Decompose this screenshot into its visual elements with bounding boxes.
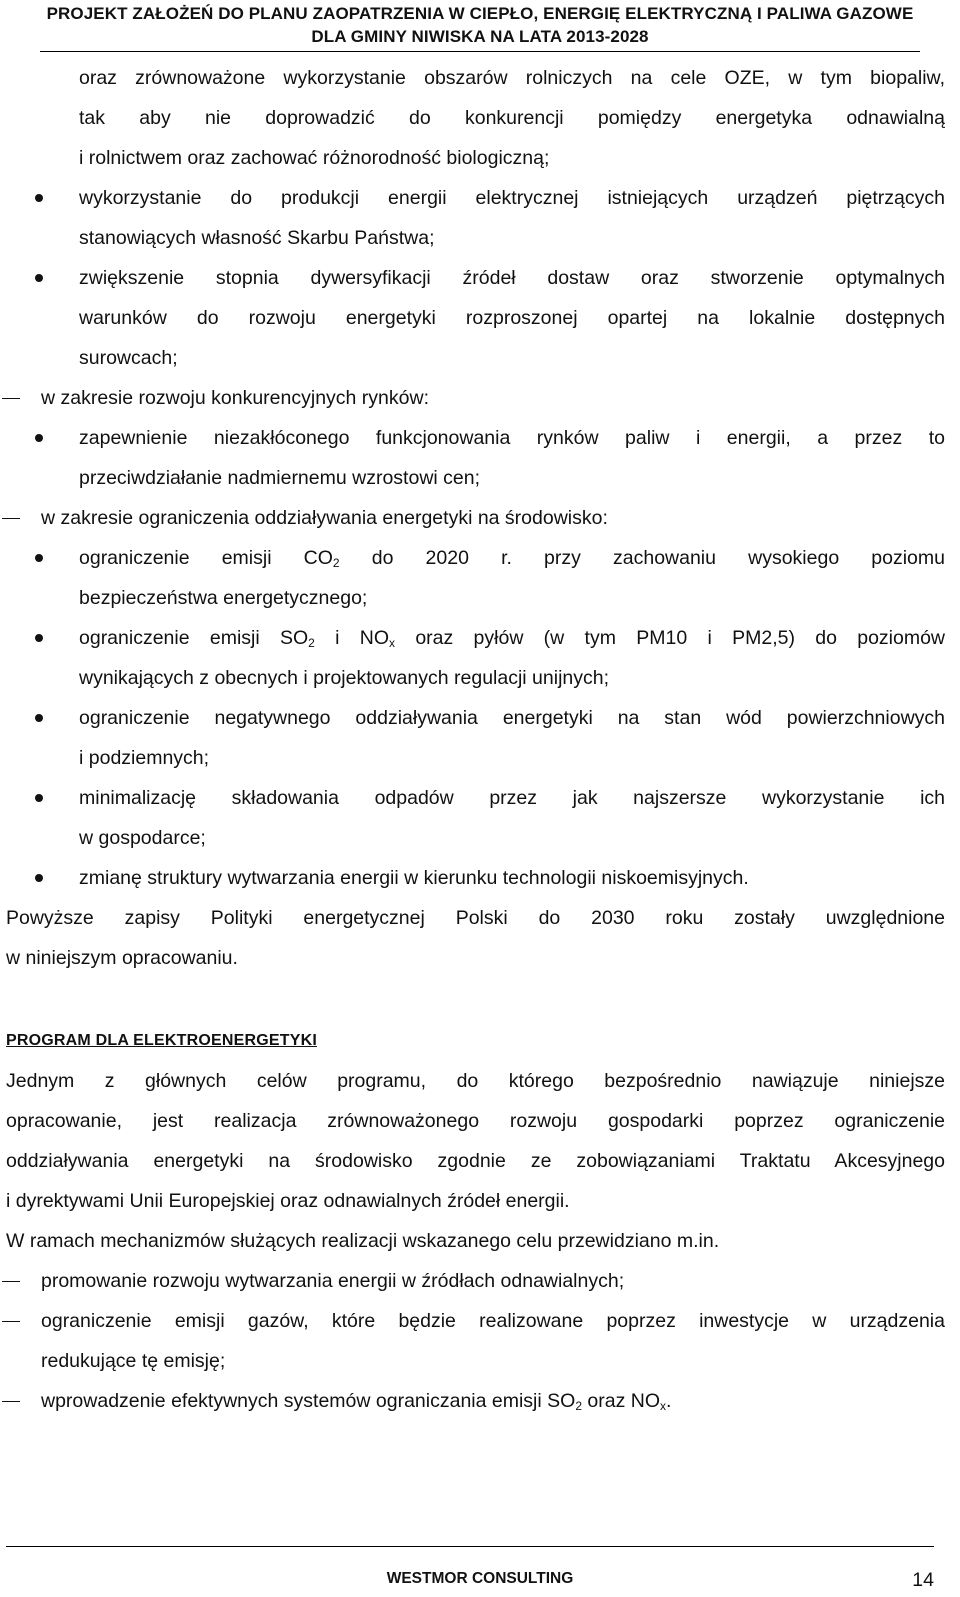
- bullet-continuation-line: przeciwdziałanie nadmiernemu wzrostowi cen;: [79, 467, 481, 489]
- bullet-text: wykorzystanie do produkcji energii elektrycznej istniejących urządzeń piętrzących: [79, 187, 945, 209]
- bullet-item: [0, 258, 960, 298]
- text-part: oraz pyłów (w tym PM10 i PM2,5) do poziomów: [395, 627, 946, 649]
- bullet-continuation-line: surowcach;: [79, 347, 178, 369]
- bullet-text: minimalizację składowania odpadów przez jak najszersze wykorzystanie ich: [79, 787, 945, 809]
- header-line-2: DLA GMINY NIWISKA NA LATA 2013-2028: [311, 27, 649, 46]
- dash-text: ograniczenie emisji gazów, które będzie realizowane poprzez inwestycje w urządzenia: [41, 1310, 945, 1332]
- subscript: 2: [332, 556, 340, 570]
- footer-company: WESTMOR CONSULTING: [386, 1570, 574, 1587]
- bullet-item: [0, 778, 960, 818]
- bullet-continuation-line: i podziemnych;: [79, 747, 210, 769]
- dash-item: [0, 1261, 960, 1301]
- paragraph-line: oddziaływania energetyki na środowisko zgodnie ze zobowiązaniami Traktatu Akcesyjnego: [6, 1150, 945, 1172]
- page-number: 14: [912, 1569, 934, 1591]
- text-part: oraz NO: [582, 1390, 661, 1412]
- dash-continuation-line: redukujące tę emisję;: [41, 1350, 226, 1372]
- text-part: ograniczenie emisji SO: [79, 627, 309, 649]
- dash-item: [0, 1381, 960, 1421]
- bullet-continuation-line: i rolnictwem oraz zachować różnorodność biologiczną;: [79, 147, 550, 169]
- bullet-icon: [35, 434, 43, 442]
- bullet-icon: [35, 714, 43, 722]
- paragraph-line: W ramach mechanizmów służących realizacji wskazanego celu przewidziano m.in.: [6, 1230, 720, 1252]
- bullet-text: zapewnienie niezakłóconego funkcjonowania rynków paliw i energii, a przez to: [79, 427, 945, 449]
- bullet-continuation-line: w gospodarce;: [79, 827, 206, 849]
- subscript: 2: [575, 1399, 582, 1413]
- bullet-item: [0, 418, 960, 458]
- dash-text: w zakresie rozwoju konkurencyjnych rynków:: [41, 387, 429, 409]
- footer-rule: [6, 1546, 934, 1547]
- dash-item: [0, 1301, 960, 1341]
- dash-text: [41, 1390, 671, 1412]
- bullet-item: [0, 178, 960, 218]
- paragraph-line: w niniejszym opracowaniu.: [6, 947, 238, 969]
- paragraph-line: Jednym z głównych celów programu, do którego bezpośrednio nawiązuje niniejsze: [6, 1070, 945, 1092]
- dash-icon: [2, 398, 20, 399]
- header-line-1: PROJEKT ZAŁOŻEŃ DO PLANU ZAOPATRZENIA W CIEPŁO, ENERGIĘ ELEKTRYCZNĄ I PALIWA GAZOWE: [46, 4, 914, 23]
- text-part: ograniczenie emisji CO: [79, 547, 333, 569]
- text-part: i NO: [314, 627, 390, 649]
- bullet-text: ograniczenie negatywnego oddziaływania energetyki na stan wód powierzchniowych: [79, 707, 945, 729]
- bullet-continuation-line: bezpieczeństwa energetycznego;: [79, 587, 368, 609]
- document-body: [0, 58, 960, 1421]
- subscript: x: [660, 1399, 667, 1413]
- bullet-item: [0, 618, 960, 658]
- dash-icon: [2, 1281, 20, 1282]
- dash-icon: [2, 1401, 20, 1402]
- subscript: x: [389, 636, 396, 650]
- bullet-continuation-line: stanowiących własność Skarbu Państwa;: [79, 227, 435, 249]
- subscript: 2: [308, 636, 315, 650]
- page-header: [40, 0, 920, 48]
- bullet-continuation-line: tak aby nie doprowadzić do konkurencji pomiędzy energetyka odnawialną: [79, 107, 945, 129]
- bullet-icon: [35, 554, 43, 562]
- paragraph-line: i dyrektywami Unii Europejskiej oraz odnawialnych źródeł energii.: [6, 1190, 570, 1212]
- section-heading: [0, 1019, 960, 1061]
- bullet-text: zmianę struktury wytwarzania energii w kierunku technologii niskoemisyjnych.: [79, 867, 749, 889]
- dash-icon: [2, 518, 20, 519]
- bullet-item: [0, 698, 960, 738]
- bullet-text: [79, 547, 945, 569]
- bullet-icon: [35, 194, 43, 202]
- dash-text: w zakresie ograniczenia oddziaływania energetyki na środowisko:: [41, 507, 608, 529]
- bullet-icon: [35, 634, 43, 642]
- bullet-icon: [35, 794, 43, 802]
- bullet-text: zwiększenie stopnia dywersyfikacji źródeł dostaw oraz stworzenie optymalnych: [79, 267, 945, 289]
- bullet-continuation-line: warunków do rozwoju energetyki rozproszonej opartej na lokalnie dostępnych: [79, 307, 945, 329]
- paragraph-line: Powyższe zapisy Polityki energetycznej Polski do 2030 roku zostały uwzględnione: [6, 907, 945, 929]
- text-part: .: [666, 1390, 672, 1412]
- bullet-item: [0, 858, 960, 898]
- bullet-continuation-line: wynikających z obecnych i projektowanych regulacji unijnych;: [79, 667, 610, 689]
- bullet-continuation-line: oraz zrównoważone wykorzystanie obszarów rolniczych na cele OZE, w tym biopaliw,: [79, 67, 945, 89]
- bullet-icon: [35, 874, 43, 882]
- header-rule: [40, 51, 920, 52]
- bullet-text: [79, 627, 945, 649]
- dash-icon: [2, 1321, 20, 1322]
- spacer: [0, 978, 960, 1019]
- dash-text: promowanie rozwoju wytwarzania energii w źródłach odnawialnych;: [41, 1270, 625, 1292]
- text-part: do 2020 r. przy zachowaniu wysokiego poziomu: [339, 547, 945, 569]
- dash-item: [0, 378, 960, 418]
- text-part: wprowadzenie efektywnych systemów ograniczania emisji SO: [41, 1390, 576, 1412]
- dash-item: [0, 498, 960, 538]
- section-title: PROGRAM DLA ELEKTROENERGETYKI: [6, 1032, 317, 1049]
- bullet-item: [0, 538, 960, 578]
- paragraph-line: opracowanie, jest realizacja zrównoważonego rozwoju gospodarki poprzez ograniczenie: [6, 1110, 945, 1132]
- bullet-icon: [35, 274, 43, 282]
